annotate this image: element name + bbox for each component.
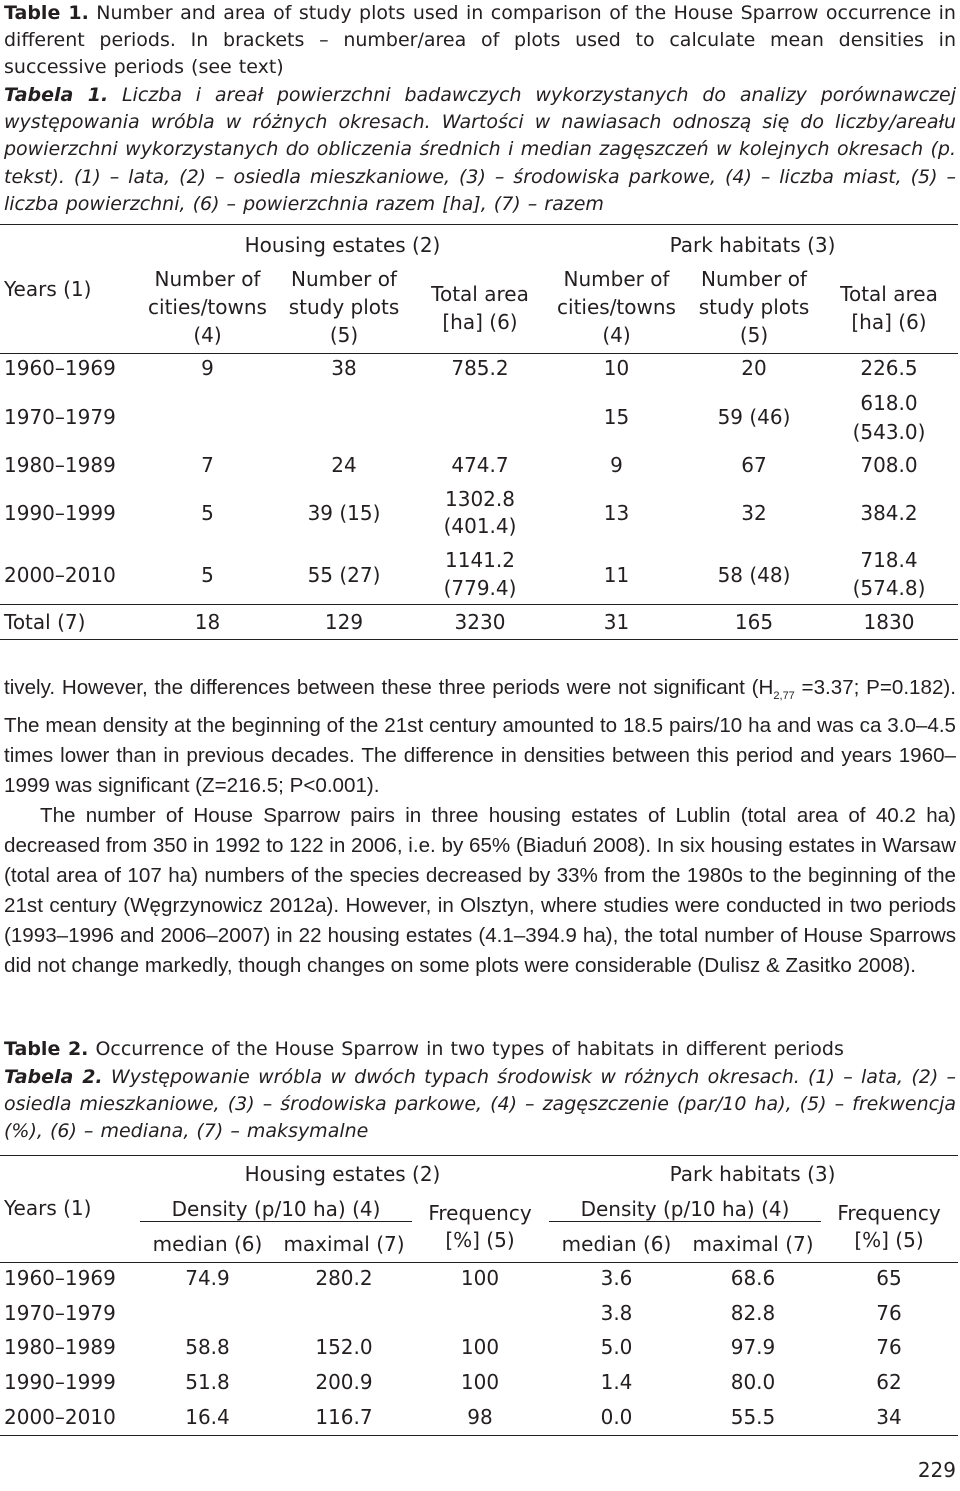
table2-cell: 58.8 [185, 1335, 230, 1359]
table2-cell: 1.4 [600, 1370, 633, 1394]
table1-col-plots-park-1: Number of [701, 267, 807, 291]
table2-label: Table 2. [4, 1038, 89, 1060]
body-paragraph-2: The number of House Sparrow pairs in three housing estates of Lublin (total area of 40.2 ha) decreased from 350 in 1992 to 122 in 2006, i.e. by 65% (Biaduń 2008). In six housing estates in Warsaw (total area of 107 ha) numbers of the species decreased by 33% from the 1980s to the beginning of the 21st century (Węgrzynowicz 2012a). However, in Olsztyn, where studies were conducted in two periods (1993–1996 and 2006–2007) in 22 housing estates (4.1–394.9 ha), the total number of House Sparrows did not change markedly, though changes on some plots were considerable (Dulisz & Zasitko 2008). [4, 804, 956, 978]
table1-cell: 15 [603, 405, 630, 429]
table1-cell: 38 [331, 356, 357, 380]
table2-group-park: Park habitats (3) [669, 1162, 836, 1186]
table1-cell: 718.4 [860, 548, 918, 572]
tabela2-caption-text: Występowanie wróbla w dwóch typach środowisk w różnych okresach. (1) – lata, (2) – osiedla mieszkaniowe, (3) – środowiska parkowe, (4) – zagęszczenie (par/10 ha), (5) – frekwencja (%), (6) – mediana, (7) – maksymalne [4, 1066, 957, 1143]
table2-cell: 100 [460, 1370, 500, 1394]
table2-col-median-housing: median (6) [152, 1232, 263, 1256]
table2-cell: 76 [876, 1301, 902, 1325]
table1-cell: 1141.2 [445, 548, 515, 572]
table1-cell: 129 [324, 610, 364, 634]
body-paragraph-1 [4, 673, 956, 801]
table1-col-plots-park-2: study plots [698, 295, 810, 319]
table1-cell: 7 [201, 453, 214, 477]
table1-cell: 1302.8 [445, 487, 515, 511]
table1-cell: 24 [331, 453, 357, 477]
table1-cell-year: 2000–2010 [4, 563, 116, 587]
table2-col-median-park: median (6) [561, 1232, 672, 1256]
table2-cell-year: 1970–1979 [4, 1301, 116, 1325]
body-text [4, 673, 956, 981]
table2-cell: 65 [876, 1266, 902, 1290]
table1-col-cities-park-2: cities/towns [557, 295, 676, 319]
table1-cell: (574.8) [852, 576, 926, 600]
table1-cell: 165 [734, 610, 774, 634]
table2-cell: 16.4 [185, 1405, 230, 1429]
table2-col-freq-park-1: Frequency [837, 1201, 941, 1225]
table1-cell-year: 1980–1989 [4, 453, 116, 477]
table2-col-freq-park-2: [%] (5) [854, 1228, 924, 1252]
table2-cell: 55.5 [730, 1405, 776, 1429]
tabela1-label: Tabela 1. [4, 84, 109, 106]
table1-col-years: Years (1) [4, 277, 92, 301]
table2-col-years: Years (1) [4, 1196, 92, 1220]
table2-cell: 51.8 [185, 1370, 230, 1394]
table1-col-plots-1: Number of [291, 267, 397, 291]
table2-col-density-housing: Density (p/10 ha) (4) [171, 1197, 381, 1221]
table1-cell: 785.2 [451, 356, 509, 380]
table1-caption-text: Number and area of study plots used in comparison of the House Sparrow occurrence in different periods. In brackets – number/area of plots used to calculate mean densities in successive periods (see text) [4, 2, 956, 79]
table1-cell: 31 [603, 610, 630, 634]
table1-bottom-rule [0, 639, 958, 640]
table1-cell: 55 (27) [307, 563, 381, 587]
table2-cell: 0.0 [600, 1405, 633, 1429]
table2-cell: 68.6 [730, 1266, 776, 1290]
body-p1-subscript: 2,77 [773, 690, 795, 703]
table1-cell: (543.0) [852, 420, 926, 444]
table2-density-rule-park [549, 1221, 821, 1222]
table1-cell: 226.5 [860, 356, 918, 380]
table1-cell: 11 [603, 563, 630, 587]
table2-cell: 3.8 [600, 1301, 633, 1325]
table1-cell: 474.7 [451, 453, 509, 477]
table1-cell: 5 [201, 501, 214, 525]
table1-cell: 10 [603, 356, 630, 380]
table1-total-rule [0, 604, 958, 605]
table1-col-plots-3: (5) [329, 323, 359, 347]
table2-caption-pl [4, 1064, 956, 1146]
table1-cell: 58 (48) [717, 563, 791, 587]
table2-top-rule [0, 1155, 958, 1156]
table2-col-max-park: maximal (7) [692, 1232, 814, 1256]
table2-col-freq-housing-2: [%] (5) [445, 1228, 515, 1252]
table1-cell: 59 (46) [717, 405, 791, 429]
table2-col-freq-housing-1: Frequency [428, 1201, 532, 1225]
table2-group-housing: Housing estates (2) [244, 1162, 441, 1186]
table1-cell: 39 (15) [307, 501, 381, 525]
table2-cell: 62 [876, 1370, 902, 1394]
table1-col-plots-park-3: (5) [739, 323, 769, 347]
table2-cell: 5.0 [600, 1335, 633, 1359]
table1-cell: 32 [741, 501, 767, 525]
table2-cell-year: 1980–1989 [4, 1335, 116, 1359]
table1-group-park: Park habitats (3) [669, 233, 836, 257]
table2-cell: 98 [467, 1405, 493, 1429]
table1-col-cities-park-3: (4) [602, 323, 631, 347]
table2-cell: 34 [876, 1405, 902, 1429]
table2-cell-year: 1960–1969 [4, 1266, 116, 1290]
table1-cell-year: Total (7) [4, 610, 86, 634]
table2-cell: 3.6 [600, 1266, 633, 1290]
table1-col-plots-2: study plots [288, 295, 400, 319]
table1-col-cities-park-1: Number of [563, 267, 670, 291]
table2-cell: 116.7 [315, 1405, 373, 1429]
table1-caption-pl [4, 82, 956, 218]
tabela1-caption-text: Liczba i areał powierzchni badawczych wykorzystanych do analizy porównawczej występowania wróbla w różnych okresach. [4, 84, 956, 134]
table1-cell: 5 [201, 563, 214, 587]
table2-col-max-housing: maximal (7) [283, 1232, 405, 1256]
table1-col-area-park-1: Total area [840, 282, 938, 306]
table2-cell: 74.9 [185, 1266, 230, 1290]
table1-cell: 13 [603, 501, 630, 525]
body-p1-start: tively. However, the differences between these three periods were not significant (H [4, 676, 774, 699]
table1-cell-year: 1960–1969 [4, 356, 116, 380]
table1-col-area-park-2: [ha] (6) [851, 310, 927, 334]
table1-cell: 1830 [863, 610, 915, 634]
table1-col-cities-2: cities/towns [148, 295, 267, 319]
tabela1-caption-text2: Wartości w nawiasach odnoszą się do liczby/areału powierzchni wykorzystanych do obliczenia średnich i median zagęszczeń w kolejnych okresach (p. tekst). (1) – lata, (2) – osiedla mieszkaniowe, (3) – środowiska parkowe, (4) – liczba miast, (5) – liczba powierzchni, (6) – powierzchnia razem [ha], (7) – razem [4, 111, 956, 215]
table2-caption-en [4, 1036, 956, 1063]
table2-cell-year: 2000–2010 [4, 1405, 116, 1429]
table2-cell: 76 [876, 1335, 902, 1359]
table1-cell: 67 [741, 453, 767, 477]
table1-col-cities-1: Number of [154, 267, 261, 291]
table1-caption-en [4, 0, 956, 82]
table1-label: Table 1. [4, 2, 89, 24]
table2-density-rule-housing [140, 1221, 412, 1222]
table2-cell: 80.0 [730, 1370, 776, 1394]
table2-bottom-rule [0, 1435, 958, 1436]
table1-cell: 9 [610, 453, 623, 477]
table2-cell: 100 [460, 1266, 500, 1290]
table1-group-housing: Housing estates (2) [244, 233, 441, 257]
table1-cell: (779.4) [443, 576, 517, 600]
table2-cell: 200.9 [315, 1370, 373, 1394]
table2-col-density-park: Density (p/10 ha) (4) [580, 1197, 790, 1221]
table1-cell-year: 1990–1999 [4, 501, 116, 525]
table1-col-cities-3: (4) [193, 323, 222, 347]
table1-col-area-2: [ha] (6) [442, 310, 518, 334]
table1-cell: 18 [194, 610, 221, 634]
table2-caption-text: Occurrence of the House Sparrow in two types of habitats in different periods [95, 1038, 844, 1060]
table1-cell: 9 [201, 356, 214, 380]
table1-cell: (401.4) [443, 514, 517, 538]
table1-cell: 708.0 [860, 453, 918, 477]
table1-cell: 20 [741, 356, 767, 380]
table2-cell: 100 [460, 1335, 500, 1359]
table2-cell: 82.8 [730, 1301, 776, 1325]
table2-cell: 97.9 [730, 1335, 776, 1359]
page-number: 229 [917, 1458, 956, 1482]
tabela2-label: Tabela 2. [4, 1066, 103, 1088]
table1-col-area-1: Total area [431, 282, 529, 306]
table2-cell: 280.2 [315, 1266, 373, 1290]
body-p1-rest: =3.37; P=0.182). The mean density at the beginning of the 21st century amounted to 18.5 pairs/10 ha and was ca 3.0–4.5 times lower than in previous decades. The difference in densities between this period and years 1960–1999 was significant (Z=216.5; P<0.001). [4, 676, 956, 798]
table1-top-rule [0, 224, 958, 225]
table1-cell: 3230 [454, 610, 506, 634]
table2-header-rule [0, 1262, 958, 1263]
table1-cell: 384.2 [860, 501, 918, 525]
table2-cell: 152.0 [315, 1335, 373, 1359]
table2-cell-year: 1990–1999 [4, 1370, 116, 1394]
table1-cell-year: 1970–1979 [4, 405, 116, 429]
table1-cell: 618.0 [860, 391, 918, 415]
